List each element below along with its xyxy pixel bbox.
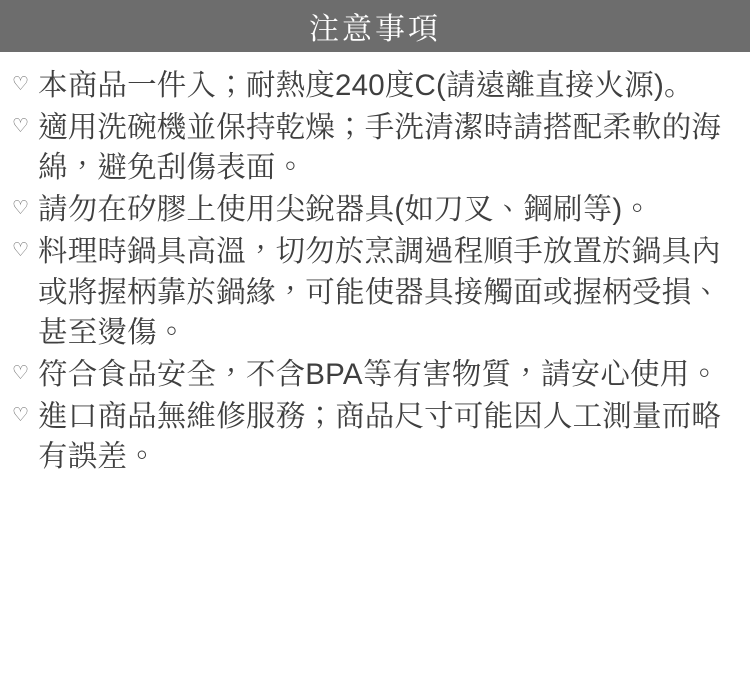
notice-body xyxy=(0,52,750,690)
list-item xyxy=(12,232,740,352)
page-title: 注意事項 xyxy=(309,13,441,46)
list-item xyxy=(12,66,740,106)
list-item-text: 進口商品無維修服務；商品尺寸可能因人工測量而略有誤差。 xyxy=(38,399,722,473)
heart-outline-bullet-icon: ♡ xyxy=(12,362,30,384)
list-item-text: 符合食品安全，不含BPA等有害物質，請安心使用。 xyxy=(38,357,720,391)
notice-list xyxy=(12,66,740,477)
list-item xyxy=(12,397,740,477)
notice-header xyxy=(0,0,750,52)
list-item-text: 請勿在矽膠上使用尖銳器具(如刀叉、鋼刷等)。 xyxy=(38,193,653,227)
list-item xyxy=(12,108,740,188)
heart-outline-bullet-icon: ♡ xyxy=(12,116,30,138)
heart-outline-bullet-icon: ♡ xyxy=(12,74,30,95)
list-item-text: 適用洗碗機並保持乾燥；手洗清潔時請搭配柔軟的海綿，避免刮傷表面。 xyxy=(38,111,722,185)
heart-outline-bullet-icon: ♡ xyxy=(12,198,30,220)
list-item xyxy=(12,355,740,395)
heart-outline-bullet-icon: ♡ xyxy=(12,404,30,426)
list-item-text: 本商品一件入；耐熱度240度C(請遠離直接火源)。 xyxy=(38,69,694,102)
heart-outline-bullet-icon: ♡ xyxy=(12,240,30,262)
list-item xyxy=(12,190,740,230)
list-item-text: 料理時鍋具高溫，切勿於烹調過程順手放置於鍋具內或將握柄靠於鍋緣，可能使器具接觸面或握柄受損、甚至燙傷。 xyxy=(38,235,722,349)
